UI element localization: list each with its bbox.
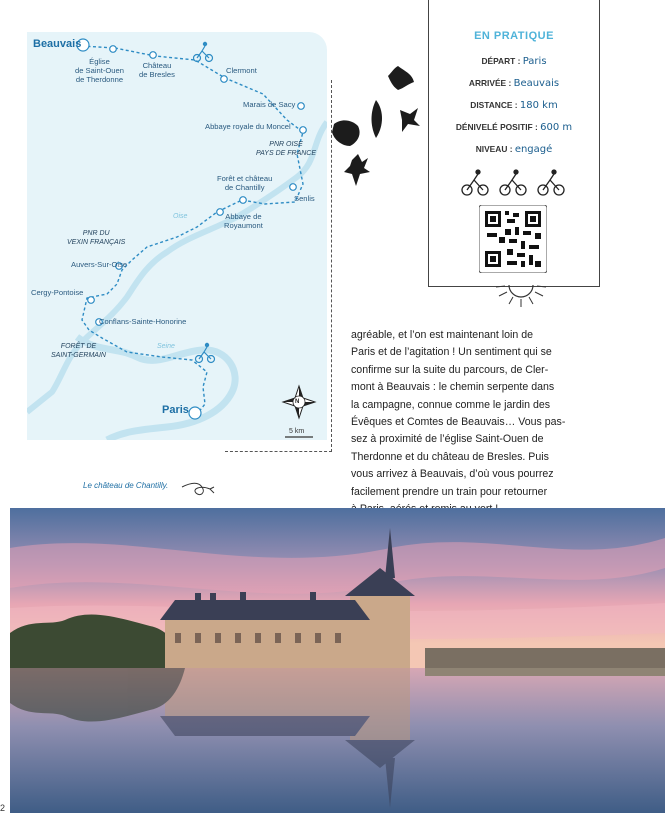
article-line: la campagne, connue comme le jardin des (351, 398, 551, 411)
sun-icon (491, 281, 551, 309)
label-chantilly: Forêt et château de Chantilly (217, 174, 273, 192)
city-clermont: Clermont (226, 66, 257, 75)
scale-label: 5 km (289, 428, 305, 435)
article-body (351, 327, 581, 518)
article-line: mont à Beauvais : le chemin serpente dans (351, 381, 555, 394)
label-marais: Marais de Sacy (243, 100, 296, 109)
article-line: agréable, et l’on est maintenant loin de (351, 329, 533, 341)
city-cergy: Cergy-Pontoise (31, 288, 84, 297)
info-row-arrivee: ARRIVÉE : Beauvais (468, 78, 560, 89)
info-title: EN PRATIQUE (474, 30, 554, 42)
article-line: facilement prendre un train pour retourner (351, 485, 548, 498)
label-seine: Seine (157, 343, 175, 350)
city-conflans: Conflans-Sainte-Honorine (99, 317, 187, 326)
city-senlis: Senlis (294, 194, 315, 203)
bike-icon (538, 170, 564, 195)
difficulty-bikes (461, 168, 567, 198)
article-line: Évêques et Comtes de Beauvais… Vous pas- (351, 416, 566, 429)
dashed-divider (225, 451, 332, 452)
chateau-illustration (10, 508, 665, 813)
leaf-icons (328, 62, 428, 192)
article-line: Therdonne et du château de Bresles. Puis (351, 450, 549, 463)
info-row-depart: DÉPART : Paris (481, 56, 547, 67)
city-beauvais: Beauvais (33, 38, 82, 50)
compass-letter: N (295, 399, 300, 405)
label-chateau-bresles: Château de Bresles (139, 61, 175, 79)
leaf-icon (372, 100, 383, 138)
info-row-niveau: NIVEAU : engagé (475, 144, 553, 155)
curly-arrow-icon (180, 479, 220, 499)
bike-icon (194, 42, 213, 61)
info-row-denivele: DÉNIVELÉ POSITIF : 600 m (455, 122, 573, 133)
label-royaumont: Abbaye de Royaumont (224, 212, 263, 230)
qr-code[interactable] (479, 205, 547, 273)
label-oise: Oise (173, 213, 188, 220)
leaf-icon (400, 108, 420, 132)
article-line: confirme sur la suite du parcours, de Cler- (351, 363, 549, 376)
info-row-distance: DISTANCE : 180 km (470, 100, 558, 111)
article-line: Paris et de l’agitation ! Un sentiment qui se (351, 346, 552, 359)
page-number: 2 (0, 803, 6, 813)
label-pnr-vexin: PNR DU VEXIN FRANÇAIS (67, 230, 126, 246)
bike-icon (462, 170, 488, 195)
chateau-photo (10, 508, 665, 813)
label-foret-sg: FORÊT DE SAINT-GERMAIN (51, 343, 106, 359)
label-abbaye-moncel: Abbaye royale du Moncel (205, 122, 291, 131)
leaf-icon (344, 154, 370, 186)
article-line: vous arrivez à Beauvais, d’où vous pourrez (351, 468, 554, 481)
article-line: sez à proximité de l’église Saint-Ouen de (351, 433, 544, 446)
city-paris: Paris (162, 404, 189, 416)
leaf-icon (388, 66, 414, 90)
photo-caption: Le château de Chantilly. (83, 481, 169, 490)
leaf-icon (332, 120, 360, 146)
label-eglise: Église de Saint-Ouen de Therdonne (75, 57, 124, 84)
label-pnr-oise: PNR OISE PAYS DE FRANCE (256, 141, 317, 157)
route-map (27, 32, 327, 440)
city-auvers: Auvers-Sur-Oise (71, 260, 128, 269)
bike-icon (500, 170, 526, 195)
